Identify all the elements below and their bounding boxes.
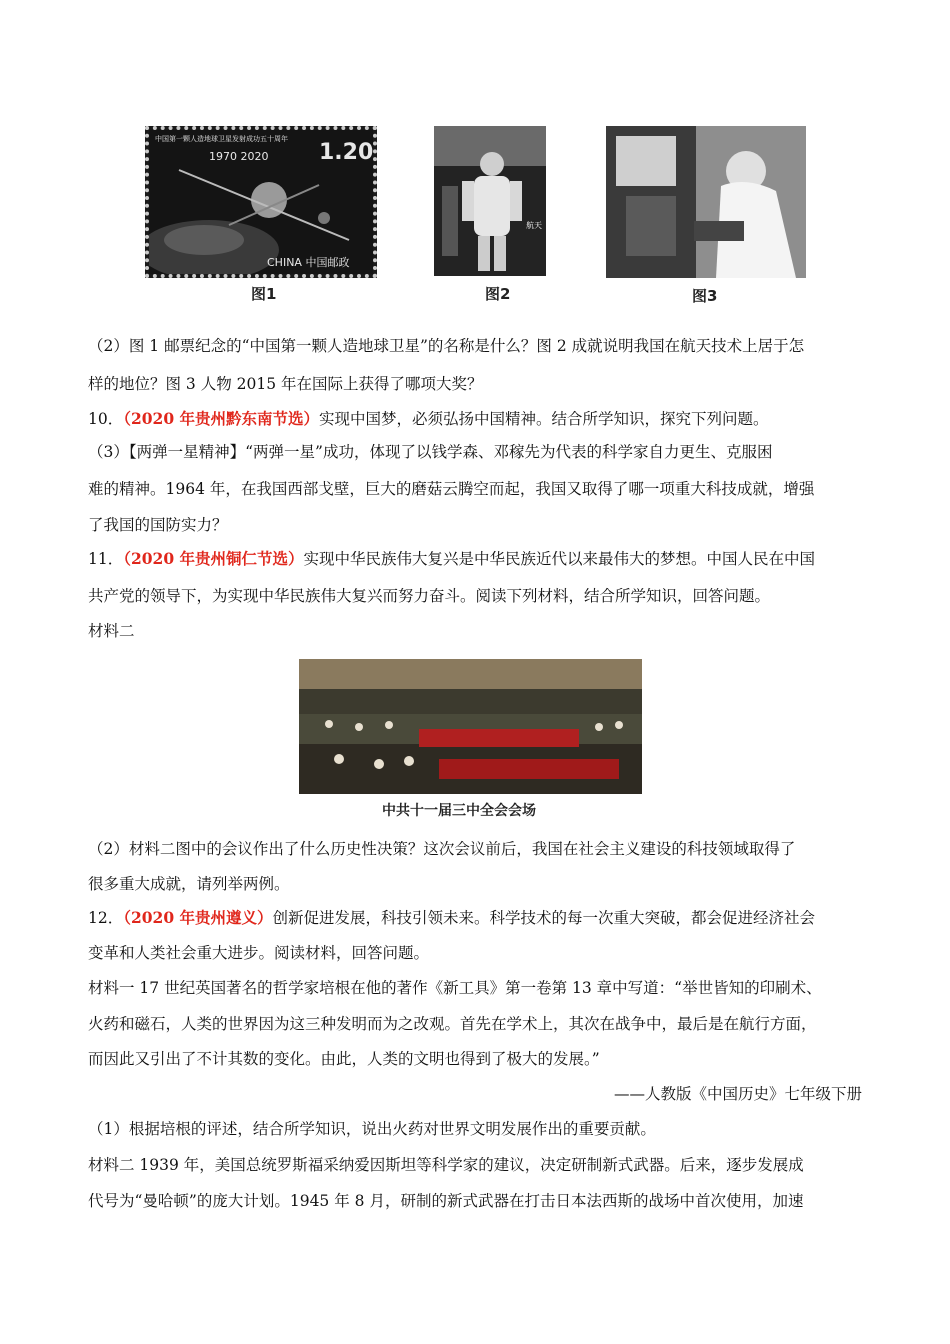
q12-material-1-source: ——人教版《中国历史》七年级下册 [613, 1085, 862, 1103]
q12-material-2-line-1: 材料二 1939 年，美国总统罗斯福采纳爱因斯坦等科学家的建议，决定研制新式武器。后来，逐步发展成 [88, 1156, 804, 1174]
q10-source: （2020 年贵州黔东南节选） [123, 409, 320, 428]
q11-stem-line-1 [88, 548, 815, 570]
q10-sub-3-line-2: 难的精神。1964 年，在我国西部戈壁，巨大的磨菇云腾空而起，我国又取得了哪一项重大科技成就，增强 [88, 480, 815, 498]
stamp-header: 中国第一颗人造地球卫星发射成功五十周年 [155, 135, 288, 143]
figure-3-caption: 图3 [692, 287, 718, 305]
q12-material-1-line-1: 材料一 17 世纪英国著名的哲学家培根在他的著作《新工具》第一卷第 13 章中写道：“举世皆知的印刷术、 [88, 979, 822, 997]
q12-source: （2020 年贵州遵义） [123, 908, 273, 927]
q12-sub-1: （1）根据培根的评述，结合所学知识，说出火药对世界文明发展作出的重要贡献。 [88, 1120, 656, 1138]
astronaut-tag: 航天 [526, 221, 542, 230]
figure-1-stamp [145, 126, 377, 278]
q11-stem-line-2: 共产党的领导下，为实现中华民族伟大复兴而努力奋斗。阅读下列材料，结合所学知识，回答问题。 [88, 587, 771, 605]
q11-sub-2-line-2: 很多重大成就，请列举两例。 [88, 875, 290, 893]
q10-sub-3-line-3: 了我国的国防实力？ [88, 516, 228, 534]
q12-number: 12． [88, 909, 124, 927]
stamp-denomination: 1.20 [319, 140, 374, 165]
stamp-years: 1970 2020 [209, 150, 269, 163]
q12-material-1-line-2: 火药和磁石，人类的世界因为这三种发明而为之改观。首先在学术上，其次在战争中，最后是在航行方面， [88, 1015, 817, 1033]
q11-source: （2020 年贵州铜仁节选） [123, 549, 304, 568]
q11-stem-text: 实现中华民族伟大复兴是中华民族近代以来最伟大的梦想。中国人民在中国 [303, 550, 816, 568]
q9-sub-2-line-2: 样的地位？图 3 人物 2015 年在国际上获得了哪项大奖？ [88, 375, 483, 393]
q10-stem [88, 408, 769, 430]
q11-number: 11． [88, 550, 124, 568]
q10-number: 10． [88, 410, 124, 428]
q12-material-1-line-3: 而因此又引出了不计其数的变化。由此，人类的文明也得到了极大的发展。” [88, 1050, 600, 1068]
q9-sub-2-line-1: （2）图 1 邮票纪念的“中国第一颗人造地球卫星”的名称是什么？图 2 成就说明我国在航天技术上居于怎 [88, 337, 805, 355]
stamp-country: CHINA 中国邮政 [267, 256, 350, 269]
q11-sub-2-line-1: （2）材料二图中的会议作出了什么历史性决策？这次会议前后，我国在社会主义建设的科技领域取得了 [88, 840, 796, 858]
astronaut-illustration [434, 126, 546, 276]
q12-stem-line-2: 变革和人类社会重大进步。阅读材料，回答问题。 [88, 944, 430, 962]
q11-material-label: 材料二 [88, 622, 135, 640]
figure-1-caption: 图1 [251, 285, 277, 303]
plenum-photo-illustration [299, 659, 642, 794]
figure-2-caption: 图2 [485, 285, 511, 303]
figure-3-scientist [606, 126, 806, 278]
plenum-session-photo [299, 659, 642, 794]
scientist-illustration [606, 126, 806, 278]
q12-material-2-line-2: 代号为“曼哈顿”的庞大计划。1945 年 8 月，研制的新式武器在打击日本法西斯的战场中首次使用，加速 [88, 1192, 804, 1210]
q10-stem-text: 实现中国梦，必须弘扬中国精神。结合所学知识，探究下列问题。 [319, 410, 769, 428]
q12-stem-line-1 [88, 907, 815, 929]
plenum-photo-caption: 中共十一届三中全会会场 [382, 803, 536, 819]
q10-sub-3-line-1: （3）【两弹一星精神】“两弹一星”成功，体现了以钱学森、邓稼先为代表的科学家自力更生、克服困 [88, 443, 773, 461]
figure-2-astronaut [434, 126, 546, 276]
q12-stem-text: 创新促进发展，科技引领未来。科学技术的每一次重大突破，都会促进经济社会 [272, 909, 816, 927]
